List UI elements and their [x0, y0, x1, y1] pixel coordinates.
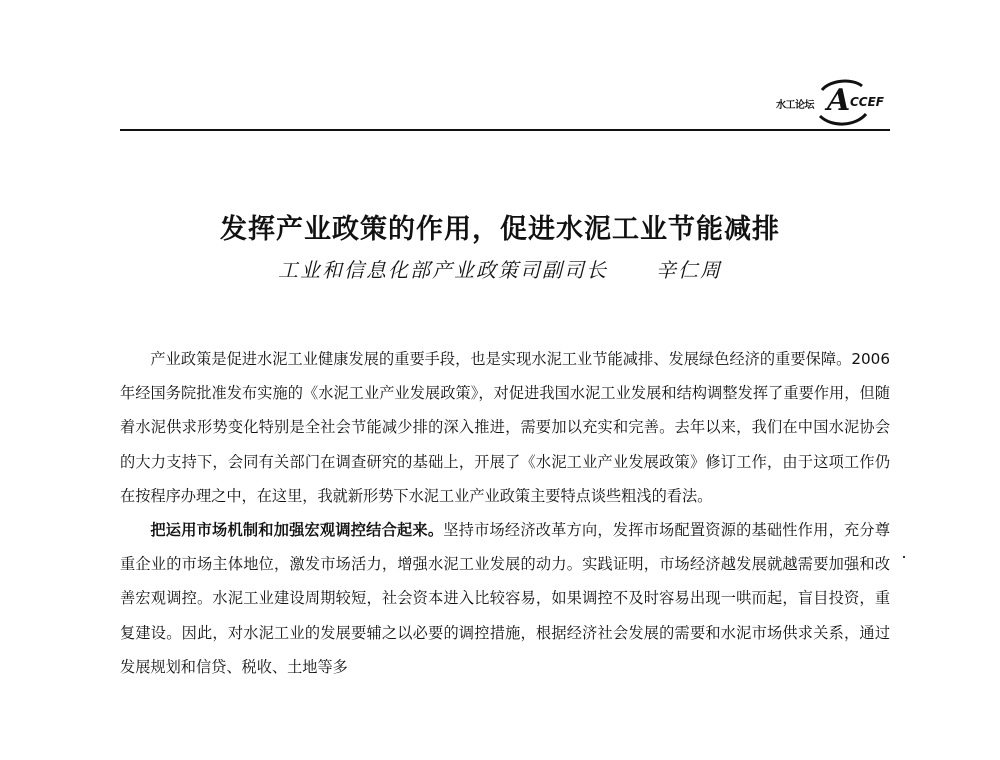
article-body — [120, 342, 890, 684]
author-position: 工业和信息化部产业政策司副司长 — [278, 258, 608, 282]
logo-letter-a: A — [827, 83, 851, 118]
author-name: 辛仁周 — [656, 258, 722, 282]
paragraph-2-lead: 把运用市场机制和加强宏观调控结合起来。 — [150, 521, 444, 540]
logo-chinese-text: 水工论坛 — [776, 100, 814, 111]
scan-speck — [903, 556, 905, 558]
byline — [0, 256, 1000, 284]
journal-logo — [770, 78, 895, 128]
article-title: 发挥产业政策的作用，促进水泥工业节能减排 — [220, 214, 780, 245]
header-rule — [120, 129, 890, 131]
logo-english-text: CCEF — [850, 95, 885, 109]
paragraph-2 — [120, 513, 890, 684]
paragraph-1: 产业政策是促进水泥工业健康发展的重要手段，也是实现水泥工业节能减排、发展绿色经济的重要保障。2006 年经国务院批准发布实施的《水泥工业产业发展政策》，对促进我国水泥工业发展和结构调整发挥了重要作用，但随着水泥供求形势变化特别是全社会节能减少排的深入推进，需要加以充实和完善。去年以来，我们在中国水泥协会的大力支持下，会同有关部门在调查研究的基础上，开展了《水泥工业产业发展政策》修订工作，由于这项工作仍在按程序办理之中，在这里，我就新形势下水泥工业产业政策主要特点谈些粗浅的看法。 — [120, 350, 890, 505]
paragraph-2-text: 坚持市场经济改革方向，发挥市场配置资源的基础性作用，充分尊重企业的市场主体地位，激发市场活力，增强水泥工业发展的动力。实践证明，市场经济越发展就越需要加强和改善宏观调控。水泥工业建设周期较短，社会资本进入比较容易，如果调控不及时容易出现一哄而起，盲目投资，重复建设。因此，对水泥工业的发展要辅之以必要的调控措施，根据经济社会发展的需要和水泥市场供求关系，通过发展规划和信贷、税收、土地等多 — [120, 521, 891, 676]
